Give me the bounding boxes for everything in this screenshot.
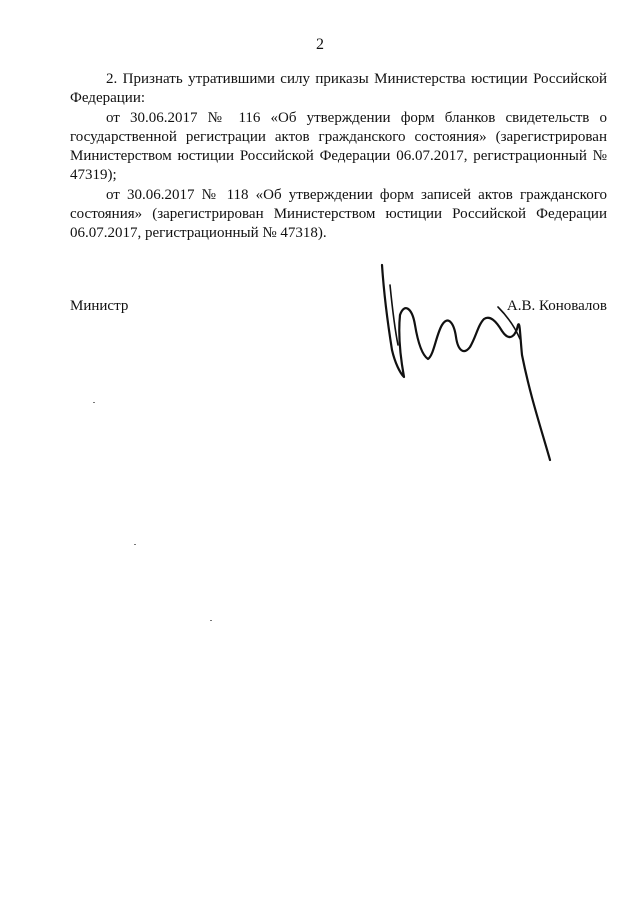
scan-speck	[134, 544, 136, 545]
signatory-name: А.В. Коновалов	[506, 298, 607, 314]
signatory-title: Министр	[70, 298, 129, 314]
document-body	[70, 70, 607, 244]
handwritten-signature	[370, 255, 570, 465]
paragraph-order-118: от 30.06.2017 № 118 «Об утверждении форм записей актов гражданского состояния» (зарегистрирован Министерством юстиции Российской Федерации 06.07.2017, регистрационный № 47318).	[70, 186, 607, 242]
scan-speck	[210, 620, 212, 621]
paragraph-repeal-orders: 2. Признать утратившими силу приказы Министерства юстиции Российской Федерации:	[70, 71, 607, 107]
paragraph-order-116: от 30.06.2017 № 116 «Об утверждении форм бланков свидетельств о государственной регистрации актов гражданского состояния» (зарегистрирован Министерством юстиции Российской Федерации 06.07.2017, регистрационный № 47319);	[70, 109, 607, 184]
scan-speck	[93, 402, 95, 403]
page-number: 2	[316, 36, 324, 53]
